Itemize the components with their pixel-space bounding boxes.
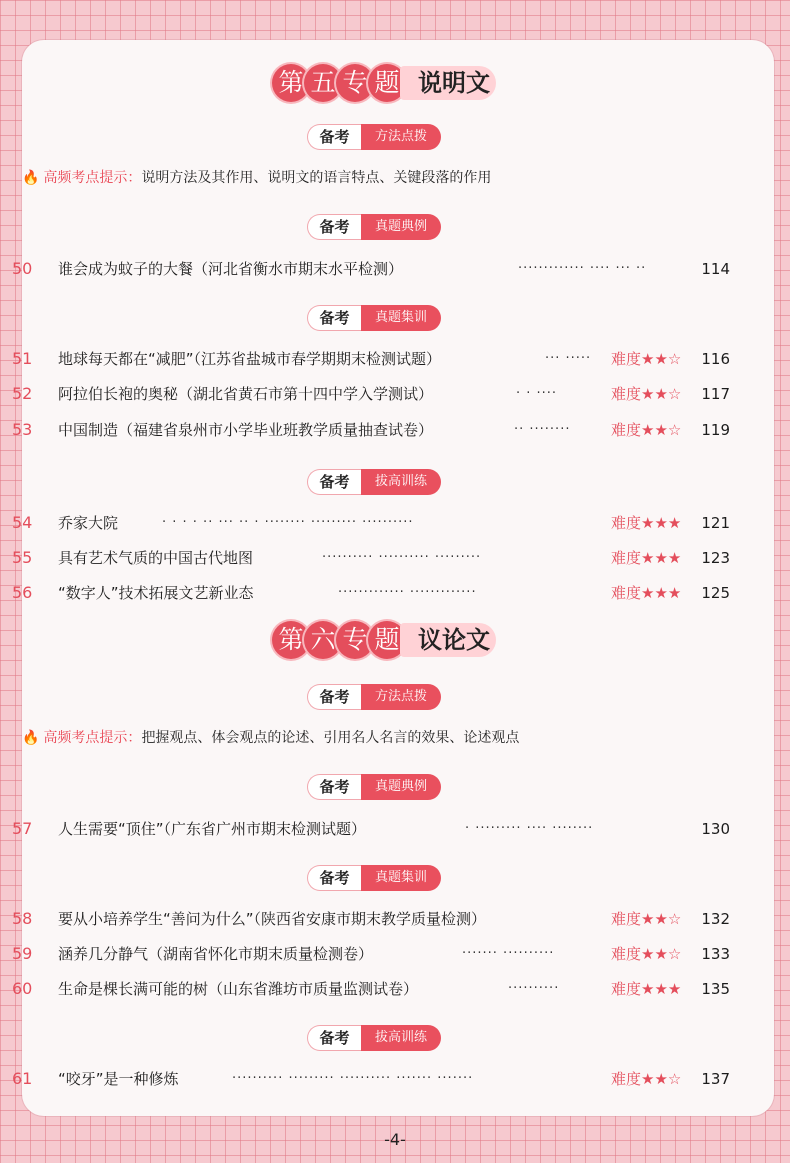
item-number: 56 xyxy=(12,583,33,602)
section-char: 专 xyxy=(336,621,374,659)
difficulty: 难度★★☆ xyxy=(611,910,682,928)
leader-dots: ············· ············· xyxy=(338,585,477,600)
hint-line xyxy=(22,168,491,188)
item-page: 130 xyxy=(701,820,730,838)
item-number: 50 xyxy=(12,259,33,278)
item-title: 阿拉伯长袍的奥秘（湖北省黄石市第十四中学入学测试） xyxy=(58,385,434,403)
item-page: 123 xyxy=(701,549,730,567)
subheader-examples xyxy=(0,214,790,240)
hint-label: 高频考点提示： xyxy=(43,730,142,746)
item-page: 135 xyxy=(701,980,730,998)
toc-row[interactable] xyxy=(0,545,752,571)
pill-tag: 拔高训练 xyxy=(361,1025,441,1051)
item-number: 51 xyxy=(12,349,33,368)
toc-row[interactable] xyxy=(0,256,752,282)
item-number: 59 xyxy=(12,944,33,963)
toc-row[interactable] xyxy=(0,510,752,536)
pill-label: 备考 xyxy=(307,774,361,800)
item-number: 55 xyxy=(12,548,33,567)
difficulty: 难度★★★ xyxy=(611,549,682,567)
item-title: 人生需要“顶住”（广东省广州市期末检测试题） xyxy=(58,820,367,838)
item-title: 乔家大院 xyxy=(58,514,119,532)
leader-dots: ··· ····· xyxy=(545,351,592,366)
pill-label: 备考 xyxy=(307,469,361,495)
toc-row[interactable] xyxy=(0,816,752,842)
leader-dots: ·········· ·········· ········· xyxy=(322,550,482,565)
leader-dots: ······· ·········· xyxy=(462,946,555,961)
item-number: 54 xyxy=(12,513,33,532)
flame-icon: 🔥 xyxy=(22,170,40,186)
pill-label: 备考 xyxy=(307,214,361,240)
subheader-practice xyxy=(0,305,790,331)
item-page: 119 xyxy=(701,421,730,439)
pill-tag: 真题集训 xyxy=(361,305,441,331)
item-title: 谁会成为蚊子的大餐（河北省衡水市期末水平检测） xyxy=(58,260,404,278)
pill-tag: 拔高训练 xyxy=(361,469,441,495)
hint-label: 高频考点提示： xyxy=(43,170,142,186)
toc-row[interactable] xyxy=(0,417,752,443)
toc-row[interactable] xyxy=(0,381,752,407)
section-char: 第 xyxy=(272,64,310,102)
toc-row[interactable] xyxy=(0,1066,752,1092)
section-char: 专 xyxy=(336,64,374,102)
hint-text: 说明方法及其作用、说明文的语言特点、关键段落的作用 xyxy=(141,170,492,186)
item-title: 生命是棵长满可能的树（山东省潍坊市质量监测试卷） xyxy=(58,980,419,998)
flame-icon: 🔥 xyxy=(22,730,40,746)
item-page: 133 xyxy=(701,945,730,963)
subheader-advanced xyxy=(0,469,790,495)
item-page: 121 xyxy=(701,514,730,532)
pill-label: 备考 xyxy=(307,124,361,150)
pill-tag: 真题典例 xyxy=(361,774,441,800)
pill-label: 备考 xyxy=(307,1025,361,1051)
section-char: 六 xyxy=(304,621,342,659)
leader-dots: ·········· ········· ·········· ······· ······· xyxy=(232,1071,474,1086)
difficulty: 难度★★☆ xyxy=(611,1070,682,1088)
subheader-examples xyxy=(0,774,790,800)
item-title: 具有艺术气质的中国古代地图 xyxy=(58,549,254,567)
item-page: 116 xyxy=(701,350,730,368)
difficulty: 难度★★★ xyxy=(611,584,682,602)
difficulty: 难度★★☆ xyxy=(611,385,682,403)
pill-label: 备考 xyxy=(307,305,361,331)
item-title: “咬牙”是一种修炼 xyxy=(58,1070,179,1088)
item-number: 61 xyxy=(12,1069,33,1088)
toc-row[interactable] xyxy=(0,941,752,967)
leader-dots: ·········· xyxy=(508,981,560,996)
item-page: 117 xyxy=(701,385,730,403)
item-title: 地球每天都在“减肥”（江苏省盐城市春学期期末检测试题） xyxy=(58,350,442,368)
toc-row[interactable] xyxy=(0,976,752,1002)
item-number: 53 xyxy=(12,420,33,439)
difficulty: 难度★★☆ xyxy=(611,945,682,963)
pill-tag: 方法点拨 xyxy=(361,684,441,710)
toc-row[interactable] xyxy=(0,906,752,932)
pill-label: 备考 xyxy=(307,865,361,891)
section-char: 题 xyxy=(368,621,406,659)
section-subject: 议论文 xyxy=(400,623,496,657)
pill-tag: 真题集训 xyxy=(361,865,441,891)
item-title: 要从小培养学生“善问为什么”（陕西省安康市期末教学质量检测） xyxy=(58,910,487,928)
section-header-6 xyxy=(0,619,790,663)
leader-dots: · · ···· xyxy=(516,386,558,401)
item-title: 中国制造（福建省泉州市小学毕业班教学质量抽查试卷） xyxy=(58,421,434,439)
subheader-method xyxy=(0,124,790,150)
section-subject: 说明文 xyxy=(400,66,496,100)
pill-tag: 真题典例 xyxy=(361,214,441,240)
leader-dots: · · · · ·· ··· ·· · ········ ········· ·········· xyxy=(162,515,414,530)
toc-row[interactable] xyxy=(0,346,752,372)
pill-tag: 方法点拨 xyxy=(361,124,441,150)
item-number: 58 xyxy=(12,909,33,928)
section-header-5 xyxy=(0,62,790,106)
leader-dots: · ········· ···· ········ xyxy=(465,821,594,836)
subheader-advanced xyxy=(0,1025,790,1051)
hint-text: 把握观点、体会观点的论述、引用名人名言的效果、论述观点 xyxy=(141,730,520,746)
section-char: 五 xyxy=(304,64,342,102)
toc-row[interactable] xyxy=(0,580,752,606)
section-char: 第 xyxy=(272,621,310,659)
leader-dots: ············· ···· ··· ·· xyxy=(518,261,647,276)
hint-line xyxy=(22,728,519,748)
subheader-practice xyxy=(0,865,790,891)
item-page: 125 xyxy=(701,584,730,602)
leader-dots: ·· ········ xyxy=(514,422,571,437)
page-number: -4- xyxy=(384,1130,406,1149)
pill-label: 备考 xyxy=(307,684,361,710)
item-number: 57 xyxy=(12,819,33,838)
item-number: 52 xyxy=(12,384,33,403)
difficulty: 难度★★☆ xyxy=(611,350,682,368)
item-title: 涵养几分静气（湖南省怀化市期末质量检测卷） xyxy=(58,945,374,963)
section-char: 题 xyxy=(368,64,406,102)
item-title: “数字人”技术拓展文艺新业态 xyxy=(58,584,254,602)
item-page: 132 xyxy=(701,910,730,928)
item-page: 114 xyxy=(701,260,730,278)
item-page: 137 xyxy=(701,1070,730,1088)
difficulty: 难度★★☆ xyxy=(611,421,682,439)
subheader-method xyxy=(0,684,790,710)
item-number: 60 xyxy=(12,979,33,998)
difficulty: 难度★★★ xyxy=(611,980,682,998)
difficulty: 难度★★★ xyxy=(611,514,682,532)
